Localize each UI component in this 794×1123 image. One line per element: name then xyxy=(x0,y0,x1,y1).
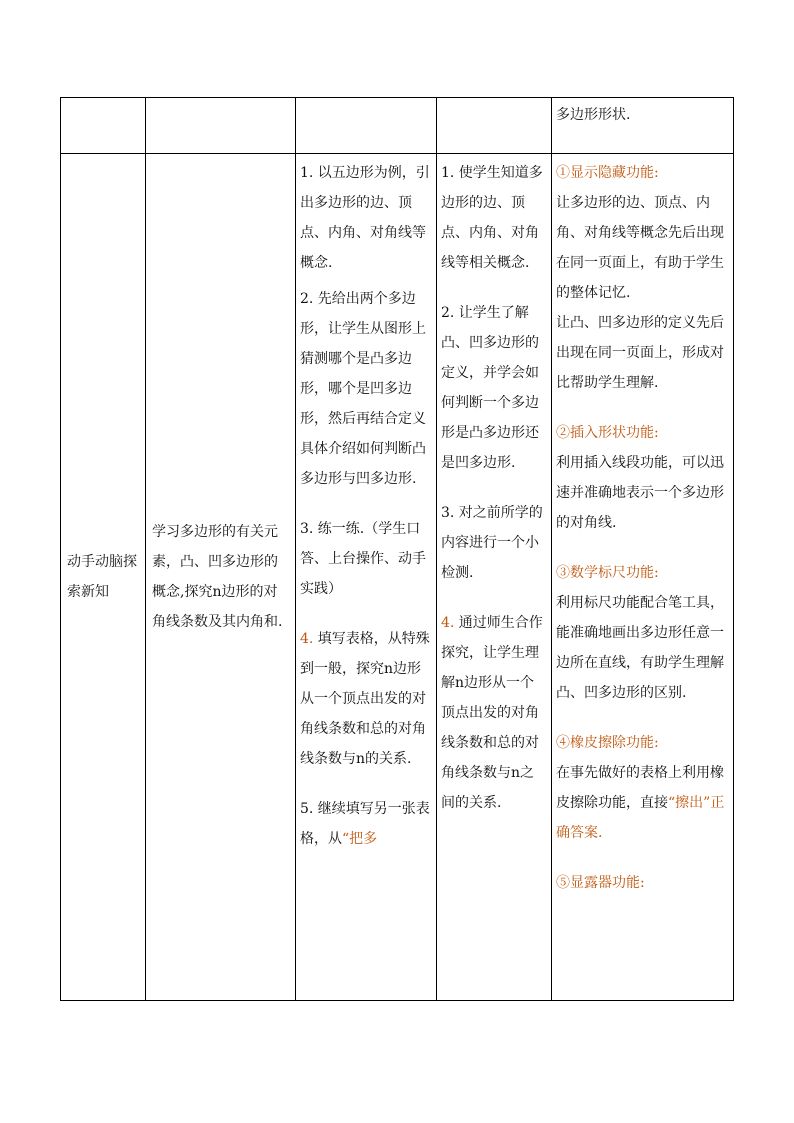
tool-3-text: 利用标尺功能配合笔工具，能准确地画出多边形任意一边所在直线，有助学生理解凸、凹多边形的区别. xyxy=(556,595,724,701)
intent-4 xyxy=(441,608,547,818)
cell-tool-continued xyxy=(552,98,734,154)
tool-4-text xyxy=(556,758,729,848)
intent-1: 1. 使学生知道多边形的边、顶点、内角、对角线等相关概念. xyxy=(441,165,543,271)
cell-stage xyxy=(61,154,146,1001)
tool-4-text-b: “擦出”正确答案. xyxy=(556,795,725,841)
activity-1: 1. 以五边形为例，引出多边形的边、顶点、内角、对角线等概念. xyxy=(300,165,430,271)
cell-intent-empty xyxy=(437,98,552,154)
cell-goal xyxy=(146,154,296,1001)
tool-3-title: ③数学标尺功能: xyxy=(556,565,659,581)
activity-4 xyxy=(300,624,432,774)
cell-intents xyxy=(437,154,552,1001)
activity-3: 3. 练一练.（学生口答、上台操作、动手实践） xyxy=(300,521,426,597)
cell-goal-empty xyxy=(146,98,296,154)
table-row-main xyxy=(61,154,734,1001)
stage-label: 动手动脑探索新知 xyxy=(67,554,137,600)
activity-5-quote: “把多 xyxy=(342,831,378,847)
activity-2: 2. 先给出两个多边形，让学生从图形上猜测哪个是凸多边形，哪个是凹多边形，然后再结合定义具体介绍如何判断凸多边形与凹多边形. xyxy=(300,291,426,487)
tool-continued-text: 多边形形状. xyxy=(556,107,631,123)
tool-5-title: ⑤显露器功能: xyxy=(556,875,645,891)
cell-activity-empty xyxy=(296,98,437,154)
tool-2-text: 利用插入线段功能，可以迅速并准确地表示一个多边形的对角线. xyxy=(556,455,724,531)
tool-4-title: ④橡皮擦除功能: xyxy=(556,735,659,751)
tool-1-text: 让多边形的边、顶点、内角、对角线等概念先后出现在同一页面上，有助于学生的整体记忆. xyxy=(556,195,724,301)
activity-5-text: 5. 继续填写另一张表格，从 xyxy=(300,801,430,847)
lesson-plan-table xyxy=(60,97,734,1001)
cell-tools xyxy=(552,154,734,1001)
activity-4-text: 填写表格，从特殊到一般，探究n边形从一个顶点出发的对角线条数和总的对角线条数与n的关系. xyxy=(300,631,430,767)
intent-2: 2. 让学生了解凸、凹多边形的定义，并学会如何判断一个多边形是凸多边形还是凹多边形. xyxy=(441,305,539,471)
goal-text: 学习多边形的有关元素，凸、凹多边形的概念,探究n边形的对角线条数及其内角和. xyxy=(152,524,283,630)
table-row-continued xyxy=(61,98,734,154)
tool-1-title: ①显示隐藏功能: xyxy=(556,165,659,181)
cell-stage-empty xyxy=(61,98,146,154)
intent-4-text: 通过师生合作探究，让学生理解n边形从一个顶点出发的对角线条数和总的对角线条数与n之间的关系. xyxy=(441,615,543,811)
tool-2-title: ②插入形状功能: xyxy=(556,425,659,441)
tool-4-text-a: 在事先做好的表格上利用橡皮擦除功能，直接 xyxy=(556,765,724,811)
intent-3: 3. 对之前所学的内容进行一个小检测. xyxy=(441,505,543,581)
intent-4-number: 4. xyxy=(441,615,455,631)
activity-5 xyxy=(300,794,432,854)
cell-activities xyxy=(296,154,437,1001)
activity-4-number: 4. xyxy=(300,631,314,647)
tool-1-text-2: 让凸、凹多边形的定义先后出现在同一页面上，形成对比帮助学生理解. xyxy=(556,315,724,391)
